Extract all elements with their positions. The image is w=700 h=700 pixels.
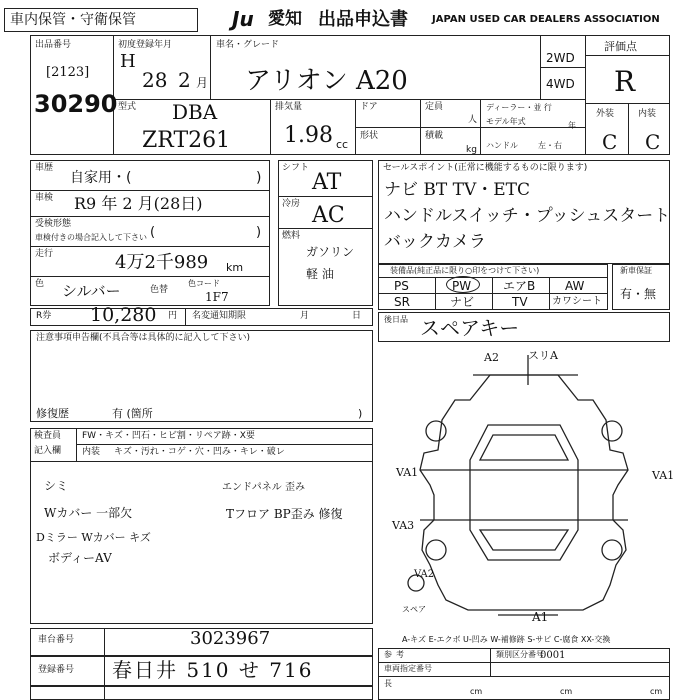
storage-label: 車内保管・守衛保管 (10, 12, 136, 28)
equip-pw: PW (452, 279, 472, 293)
diagram-label-a1: A1 (532, 610, 549, 624)
load-label: 積載 (425, 131, 444, 141)
capacity-unit: 人 (468, 115, 478, 125)
diagram-label-spare: スペア (402, 605, 426, 614)
comment-3: Dミラー Wカバー キズ (36, 531, 151, 544)
door-label: ドア (360, 102, 378, 112)
inspection-label: 車検 (35, 193, 54, 203)
plate-label: 登録番号 (38, 665, 75, 675)
handle-options: 左・右 (538, 141, 562, 150)
registration-month-unit: 月 (196, 76, 209, 90)
notes-label: 注意事項申告欄(不具合等は具体的に記入して下さい) (36, 333, 251, 343)
fuel-label: 燃料 (282, 231, 301, 241)
extras-value: スペアキー (420, 316, 520, 340)
chassis-label: 車台番号 (38, 635, 75, 645)
acceptance-open: ( (150, 225, 156, 240)
comment-right-1: エンドパネル 歪み (222, 482, 305, 493)
color-code: 1F7 (205, 290, 229, 304)
wheel-rear-right (602, 540, 622, 560)
lot-number: 30290 (34, 90, 118, 118)
logo-mark: Ju (232, 7, 254, 31)
acceptance-close: ) (256, 225, 262, 240)
registration-month: 2 (178, 68, 191, 92)
color-code-label: 色コード (188, 279, 220, 288)
displacement-unit: cc (336, 138, 349, 151)
acceptance-label: 受検形態 (35, 219, 72, 229)
color-change-label: 色替 (150, 285, 169, 295)
warranty-label: 新車保証 (620, 266, 652, 275)
wheel-rear-left (426, 540, 446, 560)
interior-label: 内装 (638, 109, 657, 119)
wheel-front-left (426, 421, 446, 441)
sales-point-line1: ナビ BT TV・ETC (384, 180, 531, 200)
comment-1: シミ (44, 479, 69, 493)
sales-point-line2: ハンドルスイッチ・プッシュスタート (384, 206, 671, 226)
dims-label: 長 (384, 679, 392, 688)
car-windshield (480, 435, 568, 460)
car-rear-window (480, 530, 568, 550)
diagram-legend: A-キズ E-エクボ U-凹み W-補修跡 S-サビ C-腐食 XX-交換 (402, 635, 611, 644)
mileage-label: 走行 (35, 249, 54, 259)
equip-tv: TV (512, 295, 528, 309)
model-year-unit: 年 (568, 121, 576, 130)
sales-points-label: セールスポイント(正常に機能するものに限ります) (383, 163, 588, 173)
entry-label: 記入欄 (34, 446, 62, 456)
displacement-label: 排気量 (275, 102, 303, 112)
model-code: ZRT261 (142, 128, 231, 153)
recycle-value: 10,280 (90, 304, 157, 326)
name-change-label: 名変通知期限 (192, 311, 247, 321)
fuel-gasoline: ガソリン (306, 245, 355, 259)
lot-label: 出品番号 (35, 40, 72, 50)
inspector-row2-prefix: 内装 (82, 447, 101, 457)
inspector-label: 検査員 (34, 431, 62, 441)
name-change-day: 日 (352, 311, 362, 321)
plate-number: 春日井 510 せ 716 (112, 658, 314, 682)
chassis-number: 3023967 (190, 628, 271, 649)
vehicle-name: アリオン A20 (245, 66, 408, 96)
equip-navi: ナビ (450, 295, 475, 309)
dealer-label: ディーラー・並 行 (486, 103, 552, 112)
rating-score: R (614, 65, 636, 98)
wheel-front-right (602, 421, 622, 441)
equip-aw: AW (565, 279, 585, 293)
diagram-label-a2: A2 (484, 351, 499, 364)
history-close: ) (256, 170, 262, 186)
equipment-label: 装備品(純正品に限り○印をつけて下さい) (390, 266, 540, 275)
dims-cm-3: cm (650, 687, 663, 696)
car-damage-diagram (378, 345, 670, 645)
form-title: 出品申込書 (318, 9, 408, 30)
dims-cm-2: cm (560, 687, 573, 696)
aircon-label: 冷房 (282, 199, 301, 209)
history-label: 車歴 (35, 163, 54, 173)
ref-label: 参 (384, 650, 392, 659)
model-year-label: モデル年式 (486, 117, 526, 126)
fuel-diesel: 軽 油 (306, 267, 334, 281)
handle-label: ハンドル (486, 141, 518, 150)
shift-label: シフト (282, 163, 310, 173)
recycle-label: R券 (36, 311, 52, 321)
sales-point-line3: バックカメラ (384, 232, 486, 252)
comment-2: Wカバー 一部欠 (44, 506, 133, 520)
displacement: 1.98 (284, 123, 333, 148)
inspector-block (30, 428, 373, 624)
extras-label: 後日品 (384, 315, 408, 324)
model-prefix: DBA (172, 100, 218, 124)
notes-block (30, 330, 373, 422)
inspector-row2: キズ・汚れ・コゲ・穴・凹み・キレ・破レ (114, 447, 285, 457)
pw-circle (446, 276, 480, 293)
mileage-value: 4万2千989 (115, 252, 209, 273)
aircon-value: AC (312, 203, 345, 228)
drive-2wd: 2WD (546, 51, 575, 65)
capacity-label: 定員 (425, 102, 444, 112)
diagram-label-va3: VA3 (392, 519, 415, 532)
registration-year: 28 (142, 68, 168, 92)
recycle-unit: 円 (168, 311, 178, 321)
dims-cm-1: cm (470, 687, 483, 696)
shape-label: 形状 (360, 131, 379, 141)
comment-right-2: Tフロア BP歪み 修復 (226, 507, 343, 521)
color-value: シルバー (62, 282, 121, 300)
type-value: 0001 (540, 650, 566, 661)
warranty-value: 有・無 (620, 287, 657, 301)
inspection-value: R9 年 2 月(28日) (74, 194, 203, 213)
equip-airbag: エアB (503, 279, 536, 293)
drive-4wd: 4WD (546, 77, 575, 91)
exterior-label: 外装 (596, 109, 615, 119)
interior-grade: C (645, 130, 661, 154)
plate-bottom-row (30, 686, 373, 700)
name-change-month: 月 (300, 311, 310, 321)
org-name: 愛知 (268, 9, 302, 29)
mileage-unit: km (226, 261, 244, 274)
type-label: 類別区分番号 (496, 650, 544, 659)
frame-label: 車両指定番号 (384, 664, 432, 673)
repair-value: 有 (箇所 (112, 407, 153, 420)
diagram-label-va1-right: VA1 (652, 469, 675, 482)
vehicle-name-label: 車名・グレード (216, 40, 280, 50)
exterior-grade: C (602, 130, 618, 154)
rating-label: 評価点 (604, 40, 637, 53)
color-label: 色 (35, 279, 45, 289)
diagram-label-va2: VA2 (414, 569, 435, 580)
shift-value: AT (312, 170, 342, 195)
equip-sr: SR (394, 295, 410, 309)
acceptance-note: 車検付きの場合記入して下さい (35, 233, 147, 242)
repair-close: ) (358, 407, 363, 420)
repair-label: 修復歴 (36, 407, 69, 420)
load-unit: kg (466, 145, 477, 155)
model-label: 型式 (118, 102, 137, 112)
comment-4: ボディーAV (48, 551, 112, 565)
registration-label: 初度登録年月 (118, 40, 173, 50)
car-outline (420, 375, 628, 610)
inspector-row1: FW・キズ・凹石・ヒビ割・リペア跡・X要 (82, 431, 255, 441)
ref-label2: 考 (396, 650, 404, 659)
diagram-label-sua: スリA (528, 349, 558, 362)
lot-subcode: [2123] (46, 65, 90, 80)
registration-era: H (120, 51, 136, 72)
equip-power-seat: カワシート (552, 296, 602, 307)
diagram-label-va1-left: VA1 (396, 466, 419, 479)
equip-ps: PS (394, 279, 409, 293)
history-value: 自家用・( (70, 170, 132, 186)
association-en: JAPAN USED CAR DEALERS ASSOCIATION (432, 14, 660, 25)
